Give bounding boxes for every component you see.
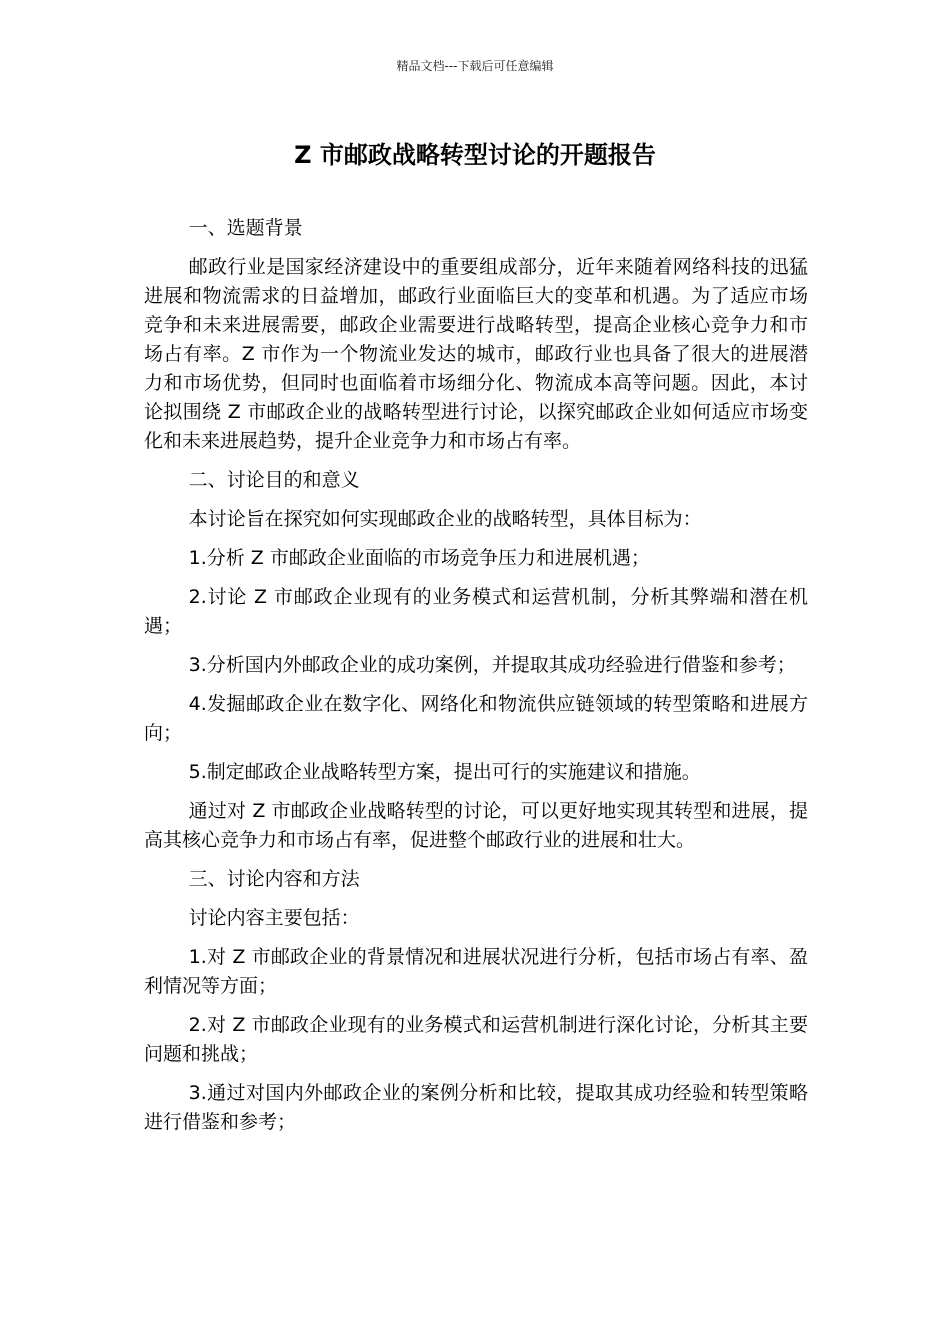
list-item-purpose-2: 2.讨论 Z 市邮政企业现有的业务模式和运营机制，分析其弊端和潜在机遇； <box>144 586 808 637</box>
section-heading-content-method: 三、讨论内容和方法 <box>188 868 360 890</box>
section-heading-purpose: 二、讨论目的和意义 <box>188 469 360 491</box>
list-item-purpose-3: 3.分析国内外邮政企业的成功案例，并提取其成功经验进行借鉴和参考； <box>188 654 796 676</box>
document-title: Z 市邮政战略转型讨论的开题报告 <box>294 141 656 169</box>
list-item-content-2: 2.对 Z 市邮政企业现有的业务模式和运营机制进行深化讨论，分析其主要问题和挑战； <box>144 1014 808 1065</box>
page-header: 精品文档---下载后可任意编辑 <box>396 59 554 73</box>
document-body <box>144 214 808 1147</box>
list-item-purpose-1: 1.分析 Z 市邮政企业面临的市场竞争压力和进展机遇； <box>188 547 650 569</box>
paragraph-significance: 通过对 Z 市邮政企业战略转型的讨论，可以更好地实现其转型和进展，提高其核心竞争力和市场占有率，促进整个邮政行业的进展和壮大。 <box>144 800 808 851</box>
section-heading-background: 一、选题背景 <box>188 217 303 239</box>
paragraph-purpose-intro: 本讨论旨在探究如何实现邮政企业的战略转型，具体目标为： <box>188 508 702 530</box>
paragraph-content-intro: 讨论内容主要包括： <box>188 907 360 929</box>
list-item-purpose-4: 4.发掘邮政企业在数字化、网络化和物流供应链领域的转型策略和进展方向； <box>144 693 808 744</box>
list-item-purpose-5: 5.制定邮政企业战略转型方案，提出可行的实施建议和措施。 <box>188 761 701 783</box>
list-item-content-1: 1.对 Z 市邮政企业的背景情况和进展状况进行分析，包括市场占有率、盈利情况等方面； <box>144 946 808 997</box>
list-item-content-3: 3.通过对国内外邮政企业的案例分析和比较，提取其成功经验和转型策略进行借鉴和参考； <box>144 1082 808 1133</box>
paragraph-background: 邮政行业是国家经济建设中的重要组成部分，近年来随着网络科技的迅猛进展和物流需求的日益增加，邮政行业面临巨大的变革和机遇。为了适应市场竞争和未来进展需要，邮政企业需要进行战略转型，提高企业核心竞争力和市场占有率。Z 市作为一个物流业发达的城市，邮政行业也具备了很大的进展潜力和市场优势，但同时也面临着市场细分化、物流成本高等问题。因此，本讨论拟围绕 Z 市邮政企业的战略转型进行讨论，以探究邮政企业如何适应市场变化和未来进展趋势，提升企业竞争力和市场占有率。 <box>144 256 808 452</box>
